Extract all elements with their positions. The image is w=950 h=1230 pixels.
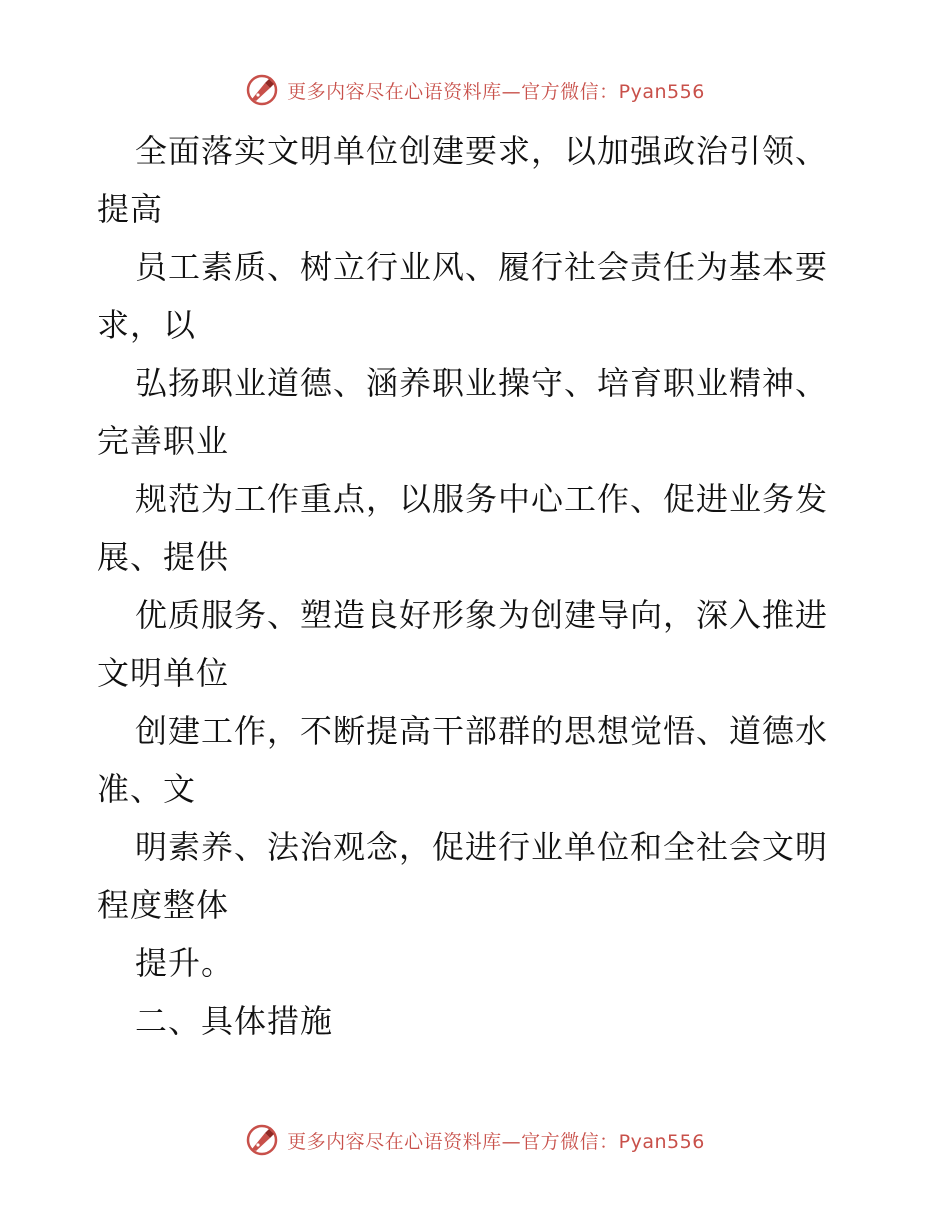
footer-banner [0,1120,950,1160]
pen-nib-logo-icon [245,73,279,107]
header-banner-text: 更多内容尽在心语资料库—官方微信：Pyan556 [287,80,705,103]
body-line: 明素养、法治观念，促进行业单位和全社会文明 [135,828,829,866]
document-body [97,122,857,1050]
body-line: 文明单位 [97,654,230,692]
body-line: 员工素质、树立行业风、履行社会责任为基本要 [135,248,829,286]
section-heading: 二、具体措施 [135,1002,334,1040]
body-line: 规范为工作重点，以服务中心工作、促进业务发 [135,480,829,518]
header-banner [0,70,950,110]
body-line: 程度整体 [97,886,230,924]
pen-nib-logo-icon [245,1123,279,1157]
body-line: 完善职业 [97,422,230,460]
body-line: 求，以 [97,306,197,344]
body-line: 优质服务、塑造良好形象为创建导向，深入推进 [135,596,829,634]
body-line: 全面落实文明单位创建要求，以加强政治引领、 [135,132,829,170]
body-line: 提升。 [135,944,235,982]
body-line: 展、提供 [97,538,230,576]
body-line: 创建工作，不断提高干部群的思想觉悟、道德水 [135,712,829,750]
body-line: 弘扬职业道德、涵养职业操守、培育职业精神、 [135,364,829,402]
body-line: 提高 [97,190,164,228]
footer-banner-text: 更多内容尽在心语资料库—官方微信：Pyan556 [287,1130,705,1153]
body-line: 准、文 [97,770,197,808]
